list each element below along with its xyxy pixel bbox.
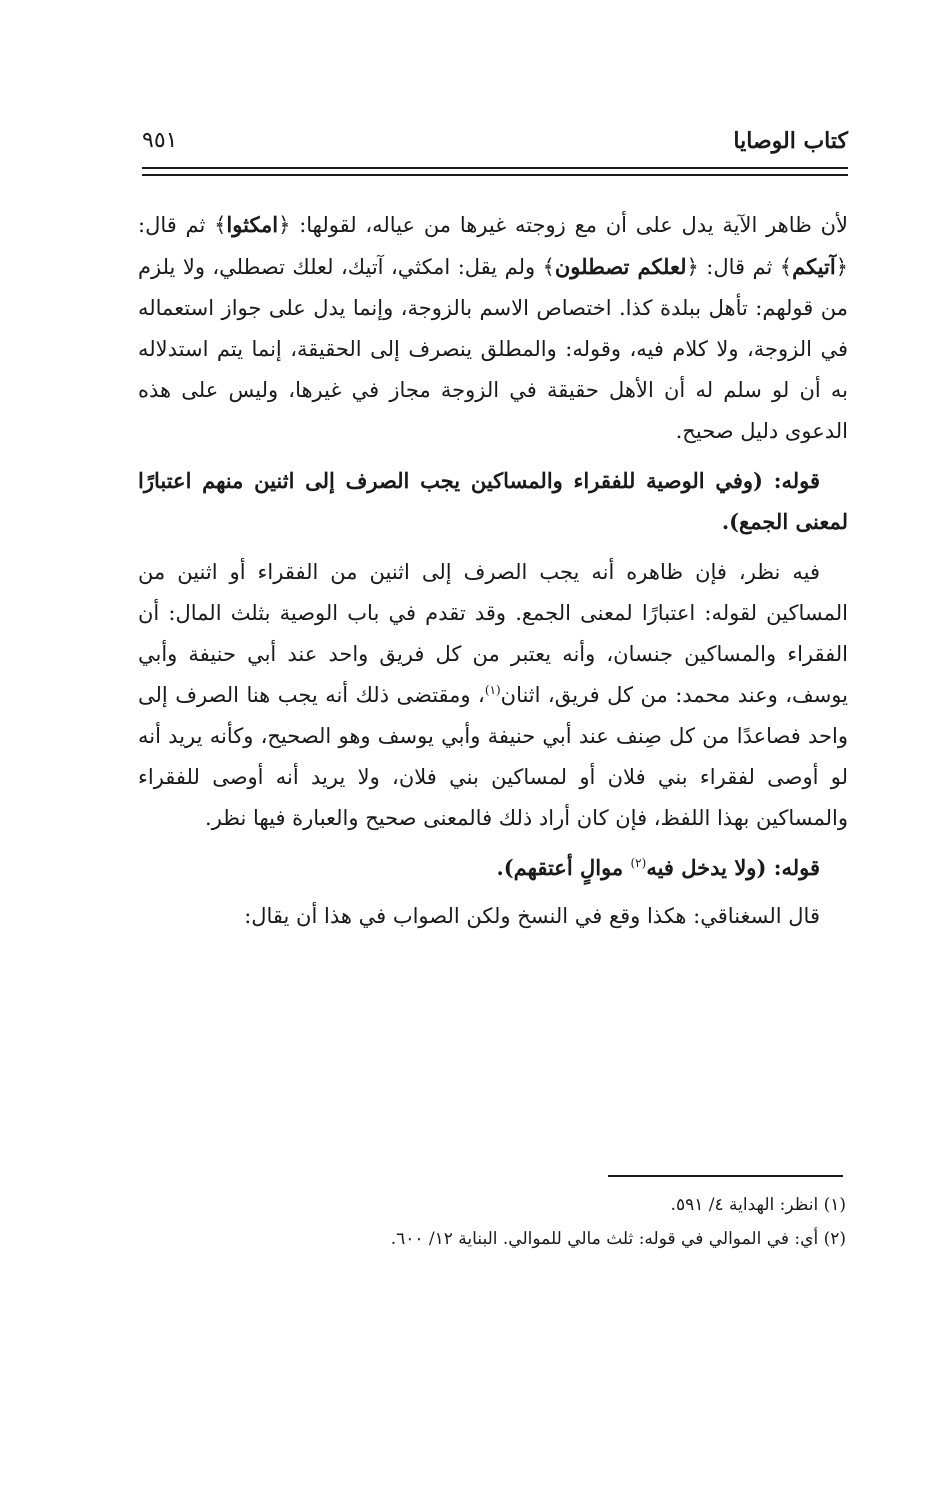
paragraph-1-part-3: ﴾ ثم قال: ﴿ xyxy=(686,255,793,279)
qawl-label-1: قوله: xyxy=(773,468,820,493)
paragraph-5: قال السغناقي: هكذا وقع في النسخ ولكن الصواب في هذا أن يقال: xyxy=(244,904,820,928)
paragraph-3 xyxy=(138,552,848,839)
footnote-divider xyxy=(608,1175,843,1177)
paragraph-3-part-1: فيه نظر، فإن ظاهره أنه يجب الصرف إلى اثنين من الفقراء أو اثنين من المساكين لقوله: اعتبارًا لمعنى الجمع. وقد تقدم في باب الوصية بثلث المال: أن الفقراء والمساكين جنسان، وأنه يعتبر من كل فريق واحد عند أبي حنيفة وأبي يوسف، وعند محمد: من كل فريق، اثنان xyxy=(138,560,849,707)
header-rule-top xyxy=(142,167,848,169)
chapter-title: كتاب الوصايا xyxy=(733,128,848,154)
footnote-1: (١) انظر: الهداية ٤/ ٥٩١. xyxy=(670,1195,846,1215)
quoted-statement-2b: موالٍ أعتقهم). xyxy=(496,855,624,880)
header-rule-bottom xyxy=(142,174,848,176)
paragraph-4 xyxy=(138,847,848,888)
quran-quote-2: آتيكم xyxy=(792,254,836,279)
quran-quote-3: لعلكم تصطلون xyxy=(554,254,687,279)
paragraph-1-part-4: ﴾ ولم يقل: امكثي، آتيك، لعلك تصطلي، ولا يلزم من قولهم: تأهل ببلدة كذا. اختصاص الاسم بالزوجة، وإنما يدل على جواز استعماله في الزوجة، ولا كلام فيه، وقوله: والمطلق ينصرف إلى الحقيقة، إنما يتم استدلاله به أن لو سلم له أن الأهل حقيقة في الزوجة مجاز في غيرها، وليس على هذه الدعوى دليل صحيح. xyxy=(138,255,848,443)
quoted-statement-2a: (ولا يدخل فيه xyxy=(646,855,767,880)
footnotes xyxy=(300,1188,846,1256)
page-header xyxy=(140,128,848,162)
paragraph-1 xyxy=(138,204,848,452)
paragraph-2 xyxy=(138,460,848,542)
paragraph-1-part-2: ﴾ ثم قال: ﴿ xyxy=(138,213,848,279)
main-text xyxy=(138,204,848,937)
qawl-label-2: قوله: xyxy=(773,855,820,880)
quran-quote-1: امكثوا xyxy=(226,212,279,237)
footnote-2: (٢) أي: في الموالي في قوله: ثلث مالي للموالي. البناية ١٢/ ٦٠٠. xyxy=(390,1229,846,1249)
page-number: ٩٥١ xyxy=(142,128,178,153)
quoted-statement-1: (وفي الوصية للفقراء والمساكين يجب الصرف إلى اثنين منهم اعتبارًا لمعنى الجمع). xyxy=(138,468,848,534)
paragraph-3-part-2: ، ومقتضى ذلك أنه يجب هنا الصرف إلى واحد فصاعدًا من كل صِنف عند أبي حنيفة وأبي يوسف وهو الصحيح، وكأنه يريد أنه لو أوصى لفقراء بني فلان أو لمساكين بني فلان، ولا يريد أنه أوصى للفقراء والمساكين بهذا اللفظ، فإن كان أراد ذلك فالمعنى صحيح والعبارة فيها نظر. xyxy=(138,683,848,830)
paragraph-1-part-1: لأن ظاهر الآية يدل على أن مع زوجته غيرها من عياله، لقولها: ﴿ xyxy=(278,213,848,237)
footnote-ref-1: (١) xyxy=(484,683,501,697)
footnote-ref-2: (٢) xyxy=(630,856,647,870)
